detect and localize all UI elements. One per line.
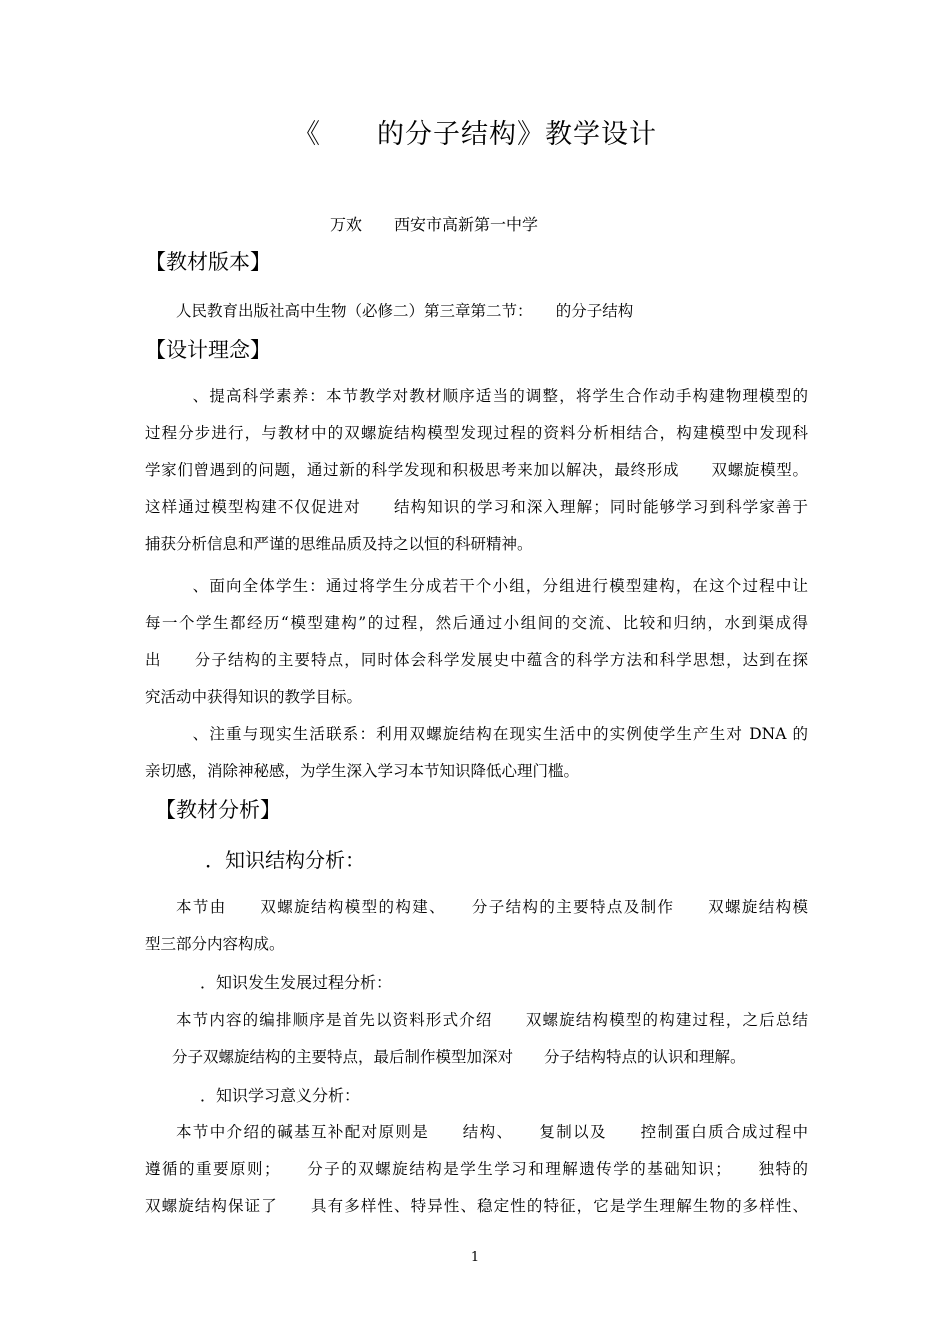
concept-paragraph-3-first [176,716,808,753]
text-line: 过程分步进行，与教材中的双螺旋结构模型发现过程的资料分析相结合，构建模型中发现科 [145,424,808,442]
heading-textbook-analysis: 【教材分析】 [155,798,281,822]
knowledge-structure-first [176,889,808,926]
text-line: 本节内容的编排顺序是首先以资料形式介绍 双螺旋结构模型的构建过程，之后总结 [176,1011,808,1029]
text-line: 本节中介绍的碱基互补配对原则是 结构、 复制以及 控制蛋白质合成过程中 [176,1123,808,1141]
concept-paragraph-1-first [176,378,808,415]
concept-paragraph-2-first [176,568,808,605]
textbook-version-text: 人民教育出版社高中生物（必修二）第三章第二节： 的分子结构 [176,302,634,320]
concept-paragraph-3 [145,753,808,790]
author-line: 万欢 西安市高新第一中学 [330,215,539,234]
heading-textbook-version: 【教材版本】 [145,250,271,274]
text-line: 捕获分析信息和严谨的思维品质及持之以恒的科研精神。 [145,535,533,553]
text-line: 每一个学生都经历“模型建构”的过程，然后通过小组间的交流、比较和归纳，水到渠成得 [145,614,808,632]
knowledge-significance-rest [145,1151,808,1225]
text-line: 、注重与现实生活联系：利用双螺旋结构在现实生活中的实例使学生产生对 DNA 的 [176,725,808,743]
knowledge-development-rest [172,1039,808,1076]
subheading-knowledge-development: ．知识发生发展过程分析： [200,973,393,992]
text-line: 、面向全体学生：通过将学生分成若干个小组，分组进行模型建构，在这个过程中让 [176,577,808,595]
subheading-knowledge-structure: ．知识结构分析： [205,848,365,872]
page-number: 1 [470,1250,480,1265]
heading-design-concept: 【设计理念】 [145,338,271,362]
document-title: 《 的分子结构》教学设计 [293,119,657,150]
text-line: 分子双螺旋结构的主要特点，最后制作模型加深对 分子结构特点的认识和理解。 [172,1048,746,1066]
concept-paragraph-1 [145,415,808,563]
knowledge-structure-rest [145,926,808,963]
text-line: 、提高科学素养：本节教学对教材顺序适当的调整，将学生合作动手构建物理模型的 [176,387,808,405]
text-line: 这样通过模型构建不仅促进对 结构知识的学习和深入理解；同时能够学习到科学家善于 [145,498,808,516]
text-line: 亲切感，消除神秘感，为学生深入学习本节知识降低心理门槛。 [145,762,580,780]
text-line: 出 分子结构的主要特点，同时体会科学发展史中蕴含的科学方法和科学思想，达到在探 [145,651,808,669]
subheading-knowledge-significance: ．知识学习意义分析： [200,1086,361,1105]
knowledge-significance-first [176,1114,808,1151]
knowledge-development-first [176,1002,808,1039]
text-line: 遵循的重要原则； 分子的双螺旋结构是学生学习和理解遗传学的基础知识； 独特的 [145,1160,808,1178]
text-line: 本节由 双螺旋结构模型的构建、 分子结构的主要特点及制作 双螺旋结构模 [176,898,808,916]
text-line: 究活动中获得知识的教学目标。 [145,688,363,706]
text-line: 双螺旋结构保证了 具有多样性、特异性、稳定性的特征，它是学生理解生物的多样性、 [145,1197,808,1215]
concept-paragraph-2 [145,605,808,716]
text-line: 学家们曾遇到的问题，通过新的科学发现和积极思考来加以解决，最终形成 双螺旋模型。 [145,461,808,479]
text-line: 型三部分内容构成。 [145,935,285,953]
